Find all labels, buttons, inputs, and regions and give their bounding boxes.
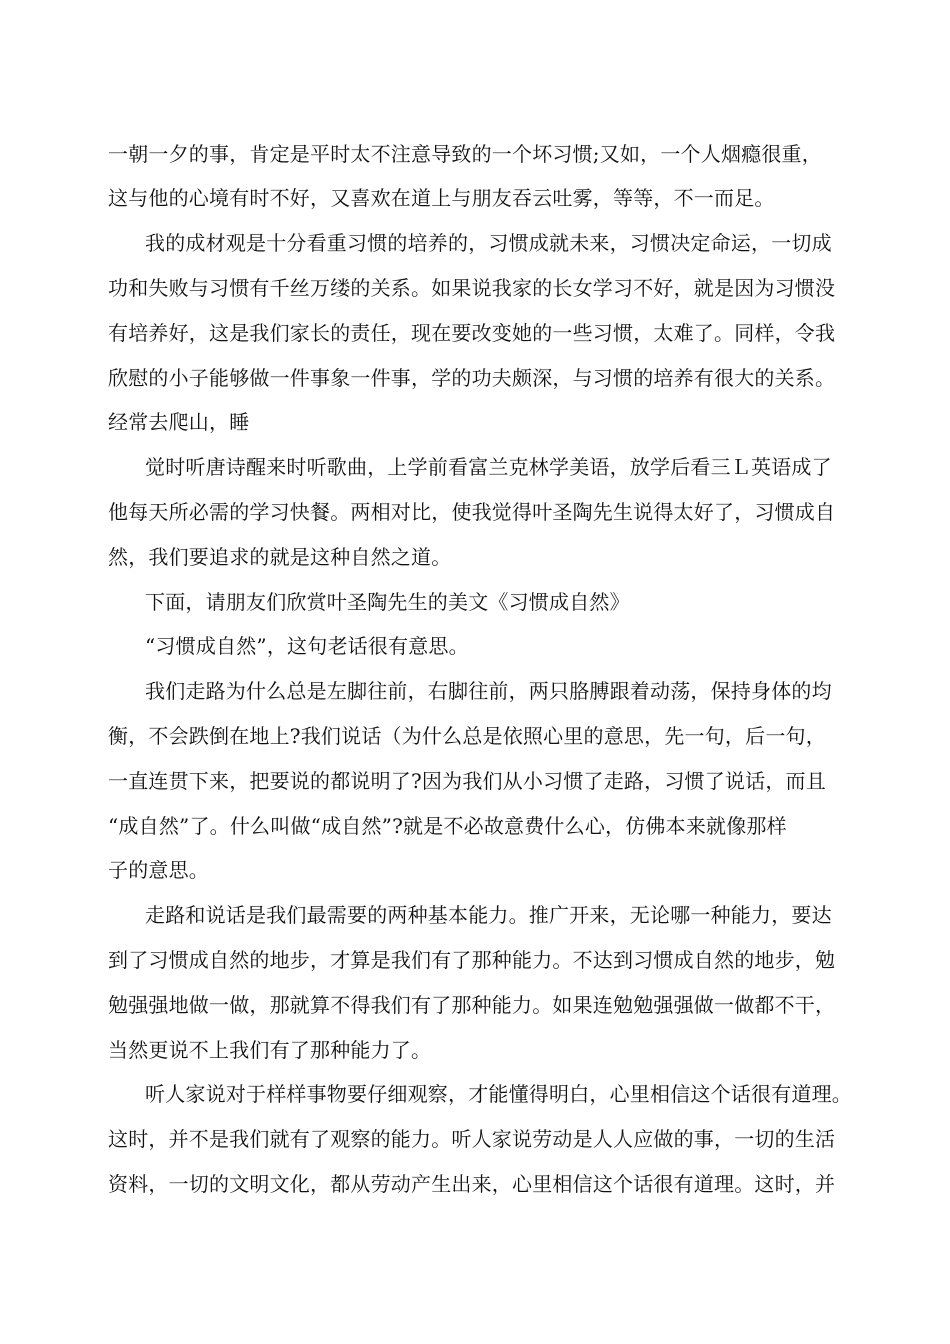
- text-line: 功和失败与习惯有千丝万缕的关系。如果说我家的长女学习不好，就是因为习惯没: [108, 276, 836, 300]
- text-line: 这时，并不是我们就有了观察的能力。听人家说劳动是人人应做的事，一切的生活: [108, 1127, 836, 1151]
- text-line: 这与他的心境有时不好，又喜欢在道上与朋友吞云吐雾，等等，不一而足。: [108, 186, 775, 210]
- text-line: 他每天所必需的学习快餐。两相对比，使我觉得叶圣陶先生说得太好了，习惯成自: [108, 500, 836, 524]
- text-line: “习惯成自然”，这句老话很有意思。: [145, 634, 469, 658]
- text-line: “成自然”了。什么叫做“成自然”?就是不必故意费什么心，仿佛本来就像那样: [108, 814, 787, 838]
- text-line: 然，我们要追求的就是这种自然之道。: [108, 545, 452, 569]
- text-line: 资料，一切的文明文化，都从劳动产生出来，心里相信这个话很有道理。这时，并: [108, 1172, 836, 1196]
- text-line: 子的意思。: [108, 858, 209, 882]
- text-line: 到了习惯成自然的地步，才算是我们有了那种能力。不达到习惯成自然的地步，勉: [108, 948, 836, 972]
- text-line: 欣慰的小子能够做一件事象一件事，学的功夫颇深，与习惯的培养有很大的关系。: [108, 366, 836, 390]
- text-line: 一朝一夕的事，肯定是平时太不注意导致的一个坏习惯;又如，一个人烟瘾很重，: [108, 142, 822, 166]
- text-line: 下面，请朋友们欣赏叶圣陶先生的美文《习惯成自然》: [145, 590, 630, 614]
- text-line: 经常去爬山，睡: [108, 410, 250, 434]
- text-line: 当然更说不上我们有了那种能力了。: [108, 1038, 432, 1062]
- text-line: 听人家说对于样样事物要仔细观察，才能懂得明白，心里相信这个话很有道理。: [145, 1082, 852, 1106]
- text-line: 觉时听唐诗醒来时听歌曲，上学前看富兰克林学美语，放学后看三Ｌ英语成了: [145, 455, 832, 479]
- text-line: 有培养好，这是我们家长的责任，现在要改变她的一些习惯，太难了。同样，令我: [108, 321, 836, 345]
- text-line: 衡，不会跌倒在地上?我们说话（为什么总是依照心里的意思，先一句，后一句，: [108, 724, 826, 748]
- text-line: 走路和说话是我们最需要的两种基本能力。推广开来，无论哪一种能力，要达: [145, 903, 832, 927]
- text-line: 一直连贯下来，把要说的都说明了?因为我们从小习惯了走路，习惯了说话，而且: [108, 769, 826, 793]
- text-line: 勉强强地做一做，那就算不得我们有了那种能力。如果连勉勉强强做一做都不干，: [108, 993, 836, 1017]
- text-line: 我的成材观是十分看重习惯的培养的，习惯成就未来，习惯决定命运，一切成: [145, 231, 832, 255]
- text-line: 我们走路为什么总是左脚往前，右脚往前，两只胳膊跟着动荡，保持身体的均: [145, 679, 832, 703]
